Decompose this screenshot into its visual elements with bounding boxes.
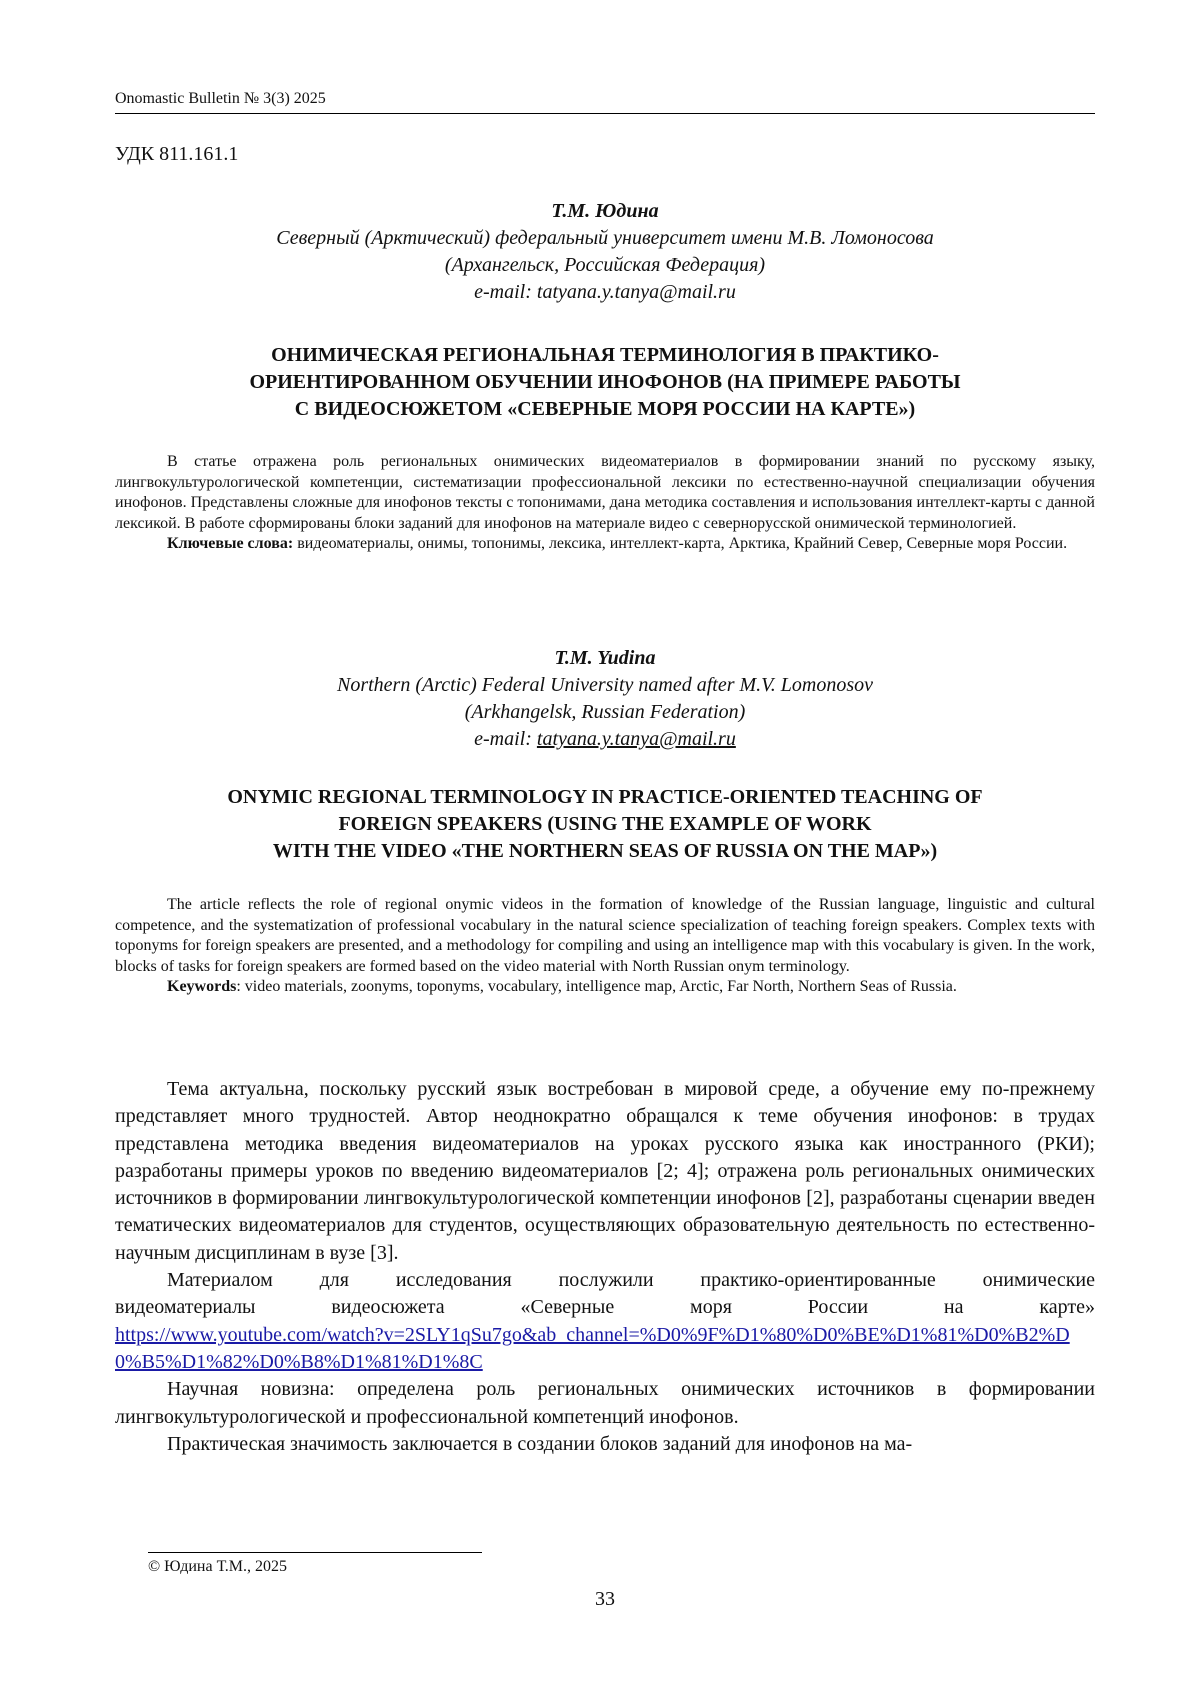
en-email-label: e-mail: [474, 728, 532, 750]
ru-author-block [115, 198, 1095, 306]
ru-title-line-2: ОРИЕНТИРОВАННОМ ОБУЧЕНИИ ИНОФОНОВ (НА ПРИМЕРЕ РАБОТЫ [115, 369, 1095, 396]
ru-abstract-text: В статье отражена роль региональных онимических видеоматериалов в формировании знаний по русскому языку, лингвокультурологической компетенции, систематизации профессиональной лексики по естественно-научной специализации обучения инофонов. Представлены сложные для инофонов тексты с топонимами, дана методика составления и использования интеллект-карты с данной лексикой. В работе сформированы блоки заданий для инофонов на материале видео с севернорусской онимической терминологией. [115, 452, 1095, 534]
en-article-title [115, 784, 1095, 865]
video-link[interactable]: https://www.youtube.com/watch?v=2SLY1qSu7go&ab_channel=%D0%9F%D1%80%D0%BE%D1%81%D0%B2%D0%B5%D1%82%D0%B8%D1%81%D1%8C [115, 1324, 1070, 1373]
copyright-footnote: © Юдина Т.М., 2025 [148, 1558, 287, 1576]
en-title-line-2: FOREIGN SPEAKERS (USING THE EXAMPLE OF WORK [115, 811, 1095, 838]
ru-affiliation-location: (Архангельск, Российская Федерация) [115, 252, 1095, 279]
en-email-line [115, 726, 1095, 753]
body-paragraph-2-line-2: видеоматериалы видеосюжета «Северные моря России на карте» [115, 1294, 1095, 1321]
en-affiliation: Northern (Arctic) Federal University named after M.V. Lomonosov [115, 672, 1095, 699]
body-paragraph-1: Тема актуальна, поскольку русский язык востребован в мировой среде, а обучение ему по-прежнему представляет много трудностей. Автор неоднократно обращался к теме обучения инофонов: в трудах представлена методика введения видеоматериалов на уроках русского языка как иностранного (РКИ); разработаны примеры уроков по введению видеоматериалов [2; 4]; отражена роль региональных онимических источников в формировании лингвокультурологической компетенции инофонов [2], разработаны сценарии введен тематических видеоматериалов для студентов, осуществляющих образовательную деятельность по естественно-научным дисциплинам в вузе [3]. [115, 1076, 1095, 1267]
en-affiliation-location: (Arkhangelsk, Russian Federation) [115, 699, 1095, 726]
ru-affiliation: Северный (Арктический) федеральный университет имени М.В. Ломоносова [115, 225, 1095, 252]
en-abstract-text: The article reflects the role of regional onymic videos in the formation of knowledge of the Russian language, linguistic and cultural competence, and the systematization of professional vocabulary in the natural science specialization of teaching foreign speakers. Complex texts with toponyms for foreign speakers are presented, and a methodology for compiling and using an intelligence map with this vocabulary is given. In the work, blocks of tasks for foreign speakers are formed based on the video material with North Russian onym terminology. [115, 895, 1095, 977]
en-keywords [115, 977, 1095, 998]
ru-email[interactable]: tatyana.y.tanya@mail.ru [537, 281, 736, 303]
en-author-block [115, 645, 1095, 753]
body-paragraph-2-line-1: Материалом для исследования послужили практико-ориентированные онимические [115, 1267, 1095, 1294]
ru-email-line [115, 279, 1095, 306]
en-keywords-list: : video materials, zoonyms, toponyms, vocabulary, intelligence map, Arctic, Far North, Northern Seas of Russia. [236, 978, 957, 995]
ru-article-title [115, 342, 1095, 423]
en-email[interactable]: tatyana.y.tanya@mail.ru [537, 728, 736, 750]
body-paragraph-4: Практическая значимость заключается в создании блоков заданий для инофонов на ма- [115, 1431, 1095, 1458]
en-abstract [115, 895, 1095, 998]
ru-keywords-label: Ключевые слова: [167, 535, 293, 552]
ru-author-name: Т.М. Юдина [115, 198, 1095, 225]
body-paragraph-2-url-block [115, 1322, 1095, 1377]
ru-email-label: e-mail: [474, 281, 532, 303]
body-text [115, 1076, 1095, 1458]
running-head: Onomastic Bulletin № 3(3) 2025 [115, 90, 1095, 114]
en-keywords-label: Keywords [167, 978, 236, 995]
ru-keywords [115, 534, 1095, 555]
ru-title-line-3: С ВИДЕОСЮЖЕТОМ «СЕВЕРНЫЕ МОРЯ РОССИИ НА КАРТЕ») [115, 396, 1095, 423]
en-author-name: T.M. Yudina [115, 645, 1095, 672]
udc-code: УДК 811.161.1 [115, 143, 238, 166]
ru-keywords-list: видеоматериалы, онимы, топонимы, лексика, интеллект-карта, Арктика, Крайний Север, Северные моря России. [293, 535, 1067, 552]
ru-abstract [115, 452, 1095, 555]
body-paragraph-3: Научная новизна: определена роль региональных онимических источников в формировании лингвокультурологической и профессиональной компетенций инофонов. [115, 1376, 1095, 1431]
en-title-line-1: ONYMIC REGIONAL TERMINOLOGY IN PRACTICE-ORIENTED TEACHING OF [115, 784, 1095, 811]
footnote-divider [148, 1552, 482, 1553]
page-number: 33 [115, 1588, 1095, 1611]
ru-title-line-1: ОНИМИЧЕСКАЯ РЕГИОНАЛЬНАЯ ТЕРМИНОЛОГИЯ В ПРАКТИКО- [115, 342, 1095, 369]
en-title-line-3: WITH THE VIDEO «THE NORTHERN SEAS OF RUSSIA ON THE MAP») [115, 838, 1095, 865]
